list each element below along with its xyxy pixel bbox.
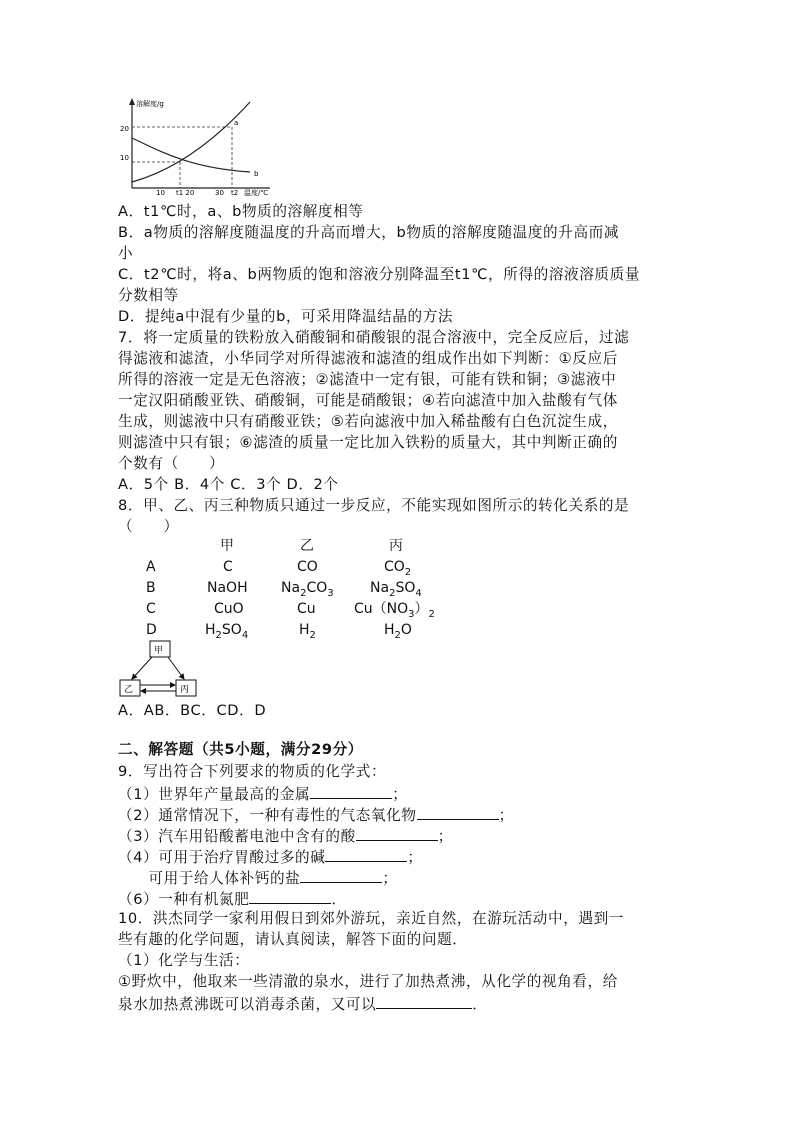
curve-b-label: b xyxy=(254,170,259,178)
q7-line-4: 一定汉阳硝酸亚铁、硝酸铜，可能是硝酸银；④若向滤渣中加入盐酸有气体 xyxy=(118,392,618,409)
section-title: 二、解答题（共5小题，满分29分） xyxy=(118,741,363,758)
q9-item-3: （3）汽车用铅酸蓄电池中含有的酸 ； xyxy=(118,828,453,845)
row-b-yi: $Na_2CO_3$ xyxy=(281,580,334,599)
diagram-node-yi: 乙 xyxy=(124,685,134,695)
conversion-diagram xyxy=(118,640,202,700)
q7-answer-choices: A．5个 B．4个 C．3个 D．2个 xyxy=(118,476,339,493)
row-c-yi: Cu xyxy=(297,601,316,617)
q6-option-b: B．a物质的溶解度随温度的升高而增大，b物质的溶解度随温度的升高而减 xyxy=(118,224,620,241)
curve-a-label: a xyxy=(234,119,239,127)
answer-blank[interactable] xyxy=(249,889,331,904)
q6-option-c: C．t2℃时，将a、b两物质的饱和溶液分别降温至t1℃，所得的溶液溶质质量 xyxy=(118,266,641,283)
q9-item-1: （1）世界年产量最高的金属 ； xyxy=(118,786,408,803)
q10-line-5: 泉水加热煮沸既可以消毒杀菌，又可以 ． xyxy=(118,996,488,1013)
row-d-label: D xyxy=(146,622,157,638)
x-tick-10: 10 xyxy=(156,189,165,196)
x-tick-t2: t2 xyxy=(231,189,239,196)
row-d-yi: $H_2$ xyxy=(299,622,316,641)
row-a-yi: CO xyxy=(297,559,318,575)
q8-line-2: （ ） xyxy=(118,518,179,535)
row-a-label: A xyxy=(146,559,156,575)
row-c-label: C xyxy=(146,601,156,617)
x-axis-label: 温度/℃ xyxy=(244,189,269,196)
q9-item-5: 可用于给人体补钙的盐 ； xyxy=(118,870,398,887)
table-header-bing: 丙 xyxy=(389,538,403,554)
q8-line-1: 8．甲、乙、丙三种物质只通过一步反应，不能实现如图所示的转化关系的是 xyxy=(118,497,630,514)
table-header-jia: 甲 xyxy=(220,538,234,554)
q6-option-c-cont: 分数相等 xyxy=(118,287,179,304)
row-d-jia: $H_2SO_4$ xyxy=(205,622,249,641)
row-c-jia: CuO xyxy=(214,601,244,617)
row-c-bing: $Cu(NO_3)_2$ xyxy=(354,601,435,620)
q9-stem: 9．写出符合下列要求的物质的化学式： xyxy=(118,763,387,780)
q9-item-6: （6）一种有机氮肥 ． xyxy=(118,891,347,908)
table-header-yi: 乙 xyxy=(300,538,314,554)
answer-blank[interactable] xyxy=(417,805,499,820)
q10-line-1: 10．洪杰同学一家利用假日到郊外游玩，亲近自然，在游玩活动中，遇到一 xyxy=(118,910,624,927)
q7-line-1: 7．将一定质量的铁粉放入硝酸铜和硝酸银的混合溶液中，完全反应后，过滤 xyxy=(118,329,630,346)
row-d-bing: $H_2O$ xyxy=(384,622,412,641)
y-tick-20: 20 xyxy=(120,125,129,133)
x-tick-t1-20: t1 20 xyxy=(176,189,195,196)
q7-line-3: 所得的溶液一定是无色溶液；②滤渣中一定有银，可能有铁和铜；③滤液中 xyxy=(118,371,617,388)
row-b-bing: $Na_2SO_4$ xyxy=(370,580,422,599)
row-b-jia: NaOH xyxy=(207,580,248,596)
q9-item-2: （2）通常情况下，一种有毒性的气态氧化物 ； xyxy=(118,807,514,824)
solubility-graph xyxy=(118,96,273,196)
answer-blank[interactable] xyxy=(310,784,392,799)
q7-line-7: 个数有（ ） xyxy=(118,455,225,472)
q9-item-4: （4）可用于治疗胃酸过多的碱 ； xyxy=(118,849,423,866)
q6-option-a: A．t1℃时，a、b物质的溶解度相等 xyxy=(118,203,364,220)
x-tick-30: 30 xyxy=(215,189,224,196)
answer-blank[interactable] xyxy=(300,868,382,883)
answer-blank[interactable] xyxy=(356,826,438,841)
q10-line-2: 些有趣的化学问题，请认真阅读，解答下面的问题． xyxy=(118,931,468,948)
q10-line-3: （1）化学与生活： xyxy=(118,952,250,969)
q7-line-6: 则滤渣中只有银；⑥滤渣的质量一定比加入铁粉的质量大，其中判断正确的 xyxy=(118,434,618,451)
y-tick-10: 10 xyxy=(120,154,129,162)
row-a-jia: C xyxy=(223,559,233,575)
q6-option-b-cont: 小 xyxy=(118,245,134,262)
row-b-label: B xyxy=(146,580,156,596)
diagram-node-jia: 甲 xyxy=(154,646,164,656)
q6-option-d: D．提纯a中混有少量的b，可采用降温结晶的方法 xyxy=(118,308,454,325)
q7-line-2: 得滤液和滤渣，小华同学对所得滤液和滤渣的组成作出如下判断：①反应后 xyxy=(118,350,618,367)
q7-line-5: 生成，则滤液中只有硝酸亚铁；⑤若向滤液中加入稀盐酸有白色沉淀生成， xyxy=(118,413,618,430)
answer-blank[interactable] xyxy=(325,847,407,862)
answer-blank[interactable] xyxy=(376,994,472,1009)
q10-line-4: ①野炊中，他取来一些清澈的泉水，进行了加热煮沸，从化学的视角看，给 xyxy=(118,973,618,990)
y-axis-label: 溶解度/g xyxy=(136,100,164,108)
diagram-node-bing: 丙 xyxy=(180,685,190,695)
q8-answer-choices: A．AB．BC．CD．D xyxy=(118,702,267,719)
row-a-bing: $CO_2$ xyxy=(384,559,412,578)
